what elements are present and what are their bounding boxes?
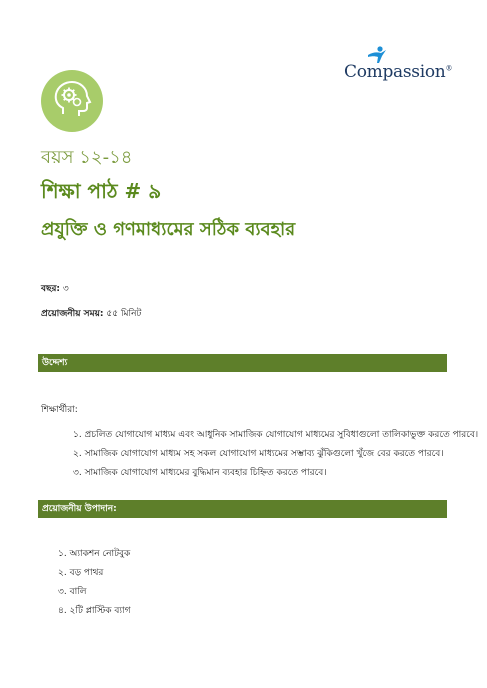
year-line bbox=[41, 281, 69, 296]
time-value: ৫৫ মিনিট bbox=[106, 309, 142, 319]
time-line bbox=[41, 306, 141, 321]
compassion-logo bbox=[344, 46, 454, 90]
time-label: প্রয়োজনীয় সময়: bbox=[41, 309, 104, 319]
year-value: ৩ bbox=[62, 284, 69, 294]
list-item: ১. প্রচলিত যোগাযোগ মাধ্যম এবং আধুনিক সামাজিক যোগাযোগ মাধ্যমের সুবিধাগুলো তালিকাভুক্ত করতে পারবে। bbox=[73, 430, 479, 440]
list-item: ৪. ২টি প্লাস্টিক ব্যাগ bbox=[58, 606, 131, 616]
list-item: ২. বড় পাথর bbox=[58, 568, 104, 578]
list-item: ৩. বালি bbox=[58, 587, 87, 597]
list-item: ৩. সামাজিক যোগাযোগ মাধ্যমের বুদ্ধিমান ব্যবহার চিহ্নিত করতে পারবে। bbox=[73, 468, 327, 478]
list-item: ২. সামাজিক যোগাযোগ মাধ্যম সহ সকল যোগাযোগ মাধ্যমের সম্ভাব্য ঝুঁকিগুলো খুঁজে বের করতে পারবে। bbox=[73, 449, 444, 459]
logo-text: Compassion® bbox=[344, 62, 453, 82]
objectives-intro: শিক্ষার্থীরা: bbox=[41, 405, 78, 415]
lesson-subtitle: প্রযুক্তি ও গণমাধ্যমের সঠিক ব্যবহার bbox=[41, 219, 296, 240]
objectives-heading: উদ্দেশ্য bbox=[38, 354, 447, 372]
objectives-list bbox=[73, 427, 478, 484]
year-label: বছর: bbox=[41, 284, 61, 294]
list-item: ১. অ্যাকশন নোটবুক bbox=[58, 549, 131, 559]
materials-list bbox=[58, 546, 131, 622]
head-gears-icon bbox=[41, 70, 103, 132]
materials-heading: প্রয়োজনীয় উপাদান: bbox=[38, 500, 447, 518]
lesson-title: শিক্ষা পাঠ # ৯ bbox=[41, 179, 162, 203]
age-range: বয়স ১২-১৪ bbox=[41, 147, 133, 168]
